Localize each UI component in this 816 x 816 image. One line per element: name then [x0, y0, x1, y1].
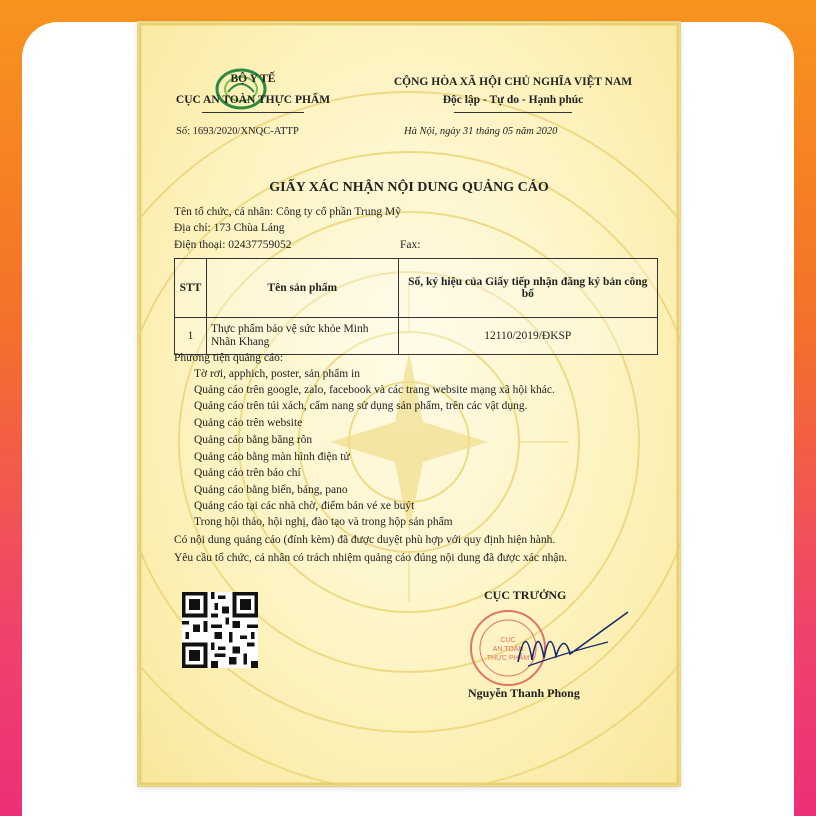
place-and-date: Hà Nội, ngày 31 tháng 05 năm 2020: [404, 126, 558, 137]
certificate-document: [138, 22, 680, 786]
table-row: [175, 318, 658, 355]
motto-underline: [454, 112, 572, 113]
list-item: Quảng cáo trên google, zalo, facebook và các trang website mạng xã hội khác.: [194, 384, 555, 396]
signer-title: CỤC TRƯỞNG: [484, 588, 567, 602]
list-item: Quảng cáo trên báo chí: [194, 467, 301, 479]
agency-name: CỤC AN TOÀN THỰC PHẨM: [175, 94, 331, 106]
table-header-cell: Tên sản phẩm: [206, 259, 398, 318]
product-table: [174, 258, 658, 355]
list-item: Quảng cáo trên website: [194, 417, 303, 429]
list-item: Quảng cáo bằng băng rôn: [194, 434, 313, 446]
document-title: GIẤY XÁC NHẬN NỘI DUNG QUẢNG CÁO: [269, 180, 549, 195]
table-header-cell: Số, ký hiệu của Giấy tiếp nhận đăng ký bản công bố: [398, 259, 657, 318]
document-number: Số: 1693/2020/XNQC-ATTP: [176, 126, 299, 137]
table-header-cell: STT: [175, 259, 207, 318]
list-item: Trong hội thảo, hội nghị, đào tạo và trong hộp sản phẩm: [194, 516, 453, 528]
list-item: Quảng cáo trên túi xách, cẩm nang sử dụng sản phẩm, trên các vật dụng.: [194, 400, 528, 412]
org-phone-line: Điện thoại: 02437759052: [174, 239, 292, 251]
org-name-line: Tên tổ chức, cá nhân: Công ty cổ phần Trung Mỹ: [174, 206, 401, 218]
agency-underline: [202, 112, 304, 113]
org-fax-line: Fax:: [400, 239, 421, 251]
signer-name: Nguyễn Thanh Phong: [468, 686, 580, 700]
country-name: CỘNG HÒA XÃ HỘI CHỦ NGHĨA VIỆT NAM: [393, 76, 633, 88]
list-item: Quảng cáo bằng màn hình điện tử: [194, 451, 350, 463]
list-item: Quảng cáo tại các nhà chờ, điểm bán vé xe buýt: [194, 500, 415, 512]
qr-code: [178, 592, 262, 668]
approval-note: Có nội dung quảng cáo (đính kèm) đã được duyệt phù hợp với quy định hiện hành.: [174, 534, 556, 546]
national-motto: Độc lập - Tự do - Hạnh phúc: [442, 94, 584, 106]
org-address-line: Địa chỉ: 173 Chùa Láng: [174, 222, 285, 234]
table-cell: 12110/2019/ĐKSP: [398, 318, 657, 355]
svg-text:THỰC PHẨM: THỰC PHẨM: [486, 655, 530, 662]
responsibility-note: Yêu cầu tổ chức, cá nhân có trách nhiệm quảng cáo đúng nội dung đã được xác nhận.: [174, 552, 568, 564]
list-item: Quảng cáo bằng biển, bảng, pano: [194, 484, 348, 496]
svg-text:AN TOÀN: AN TOÀN: [492, 646, 524, 653]
table-cell: 1: [175, 318, 207, 355]
list-item: Tờ rơi, apphich, poster, sản phẩm in: [194, 368, 360, 380]
handwritten-signature: [508, 602, 634, 678]
table-cell: Thực phẩm bảo vệ sức khỏe Minh Nhãn Khang: [206, 318, 398, 355]
table-header-row: [175, 259, 658, 318]
media-heading: Phương tiện quảng cáo:: [174, 352, 284, 364]
svg-text:CỤC: CỤC: [500, 637, 516, 644]
ministry-name: BỘ Y TẾ: [230, 73, 276, 85]
